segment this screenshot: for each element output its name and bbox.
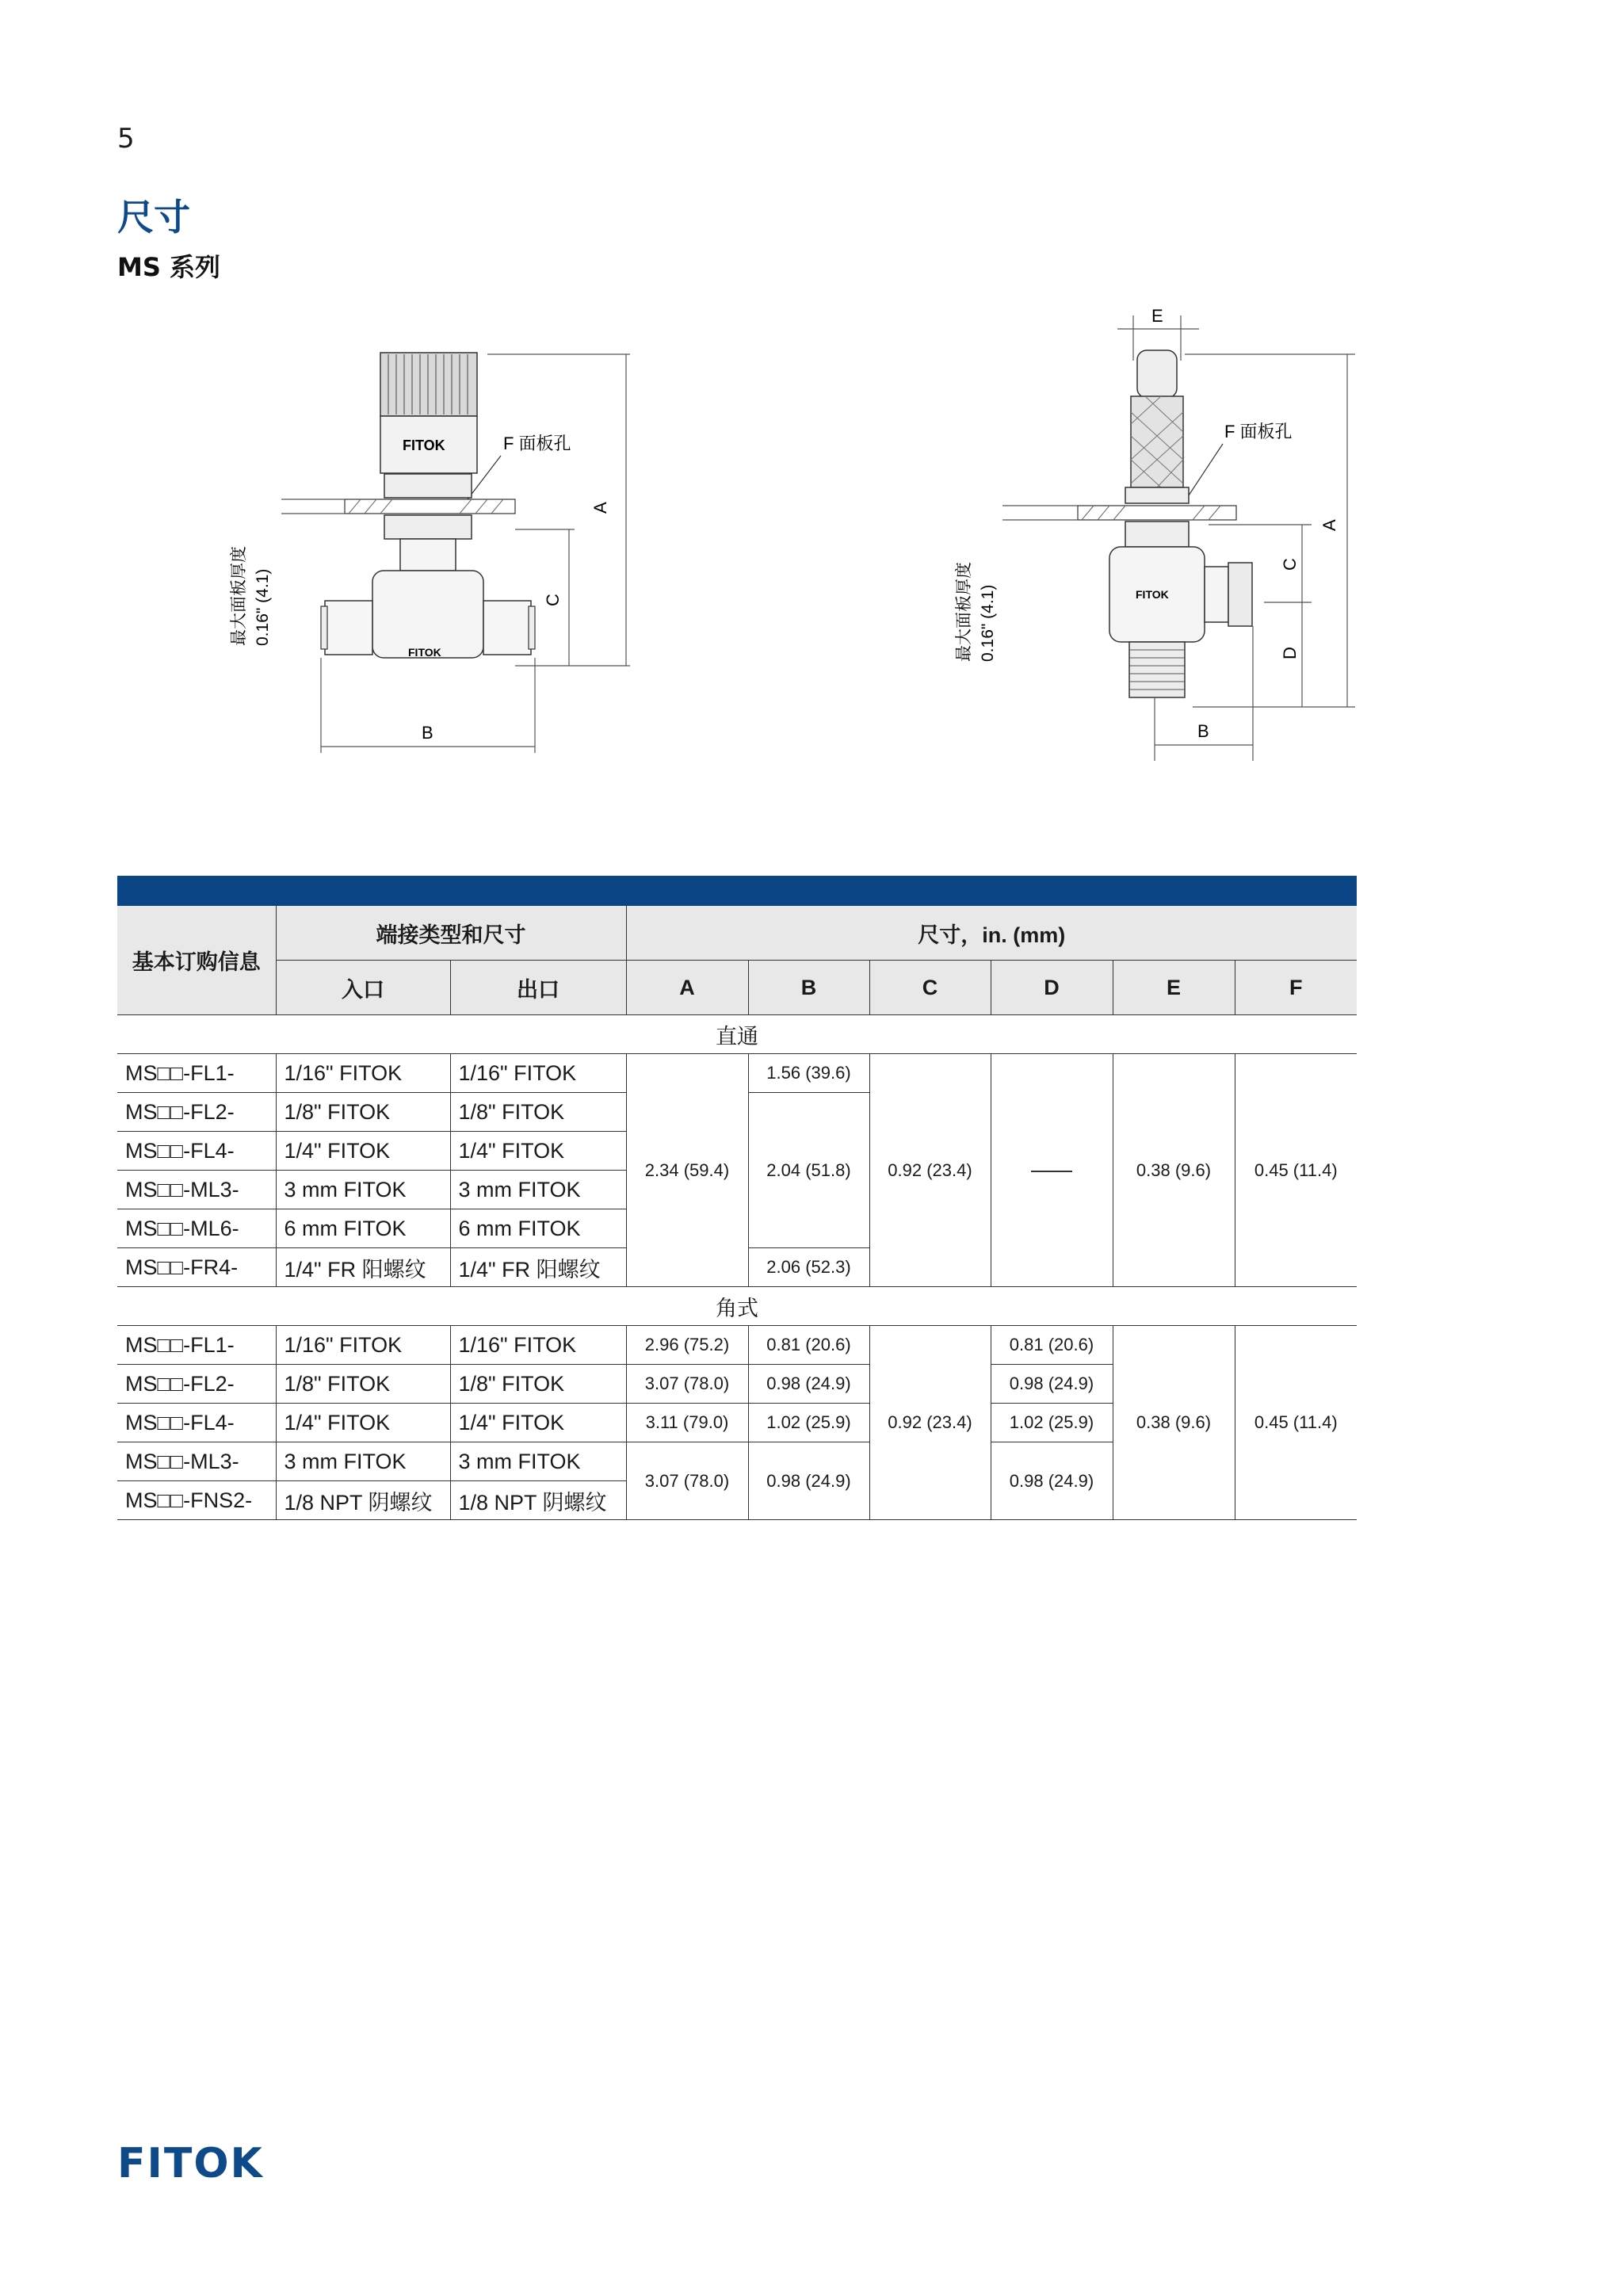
straight-b3: 2.06 (52.3): [748, 1248, 869, 1287]
row-code: MS□□-FL4-: [117, 1404, 276, 1442]
angle-d: 0.81 (20.6): [991, 1326, 1113, 1365]
straight-valve-drawing: [222, 333, 666, 777]
angle-b: 1.02 (25.9): [748, 1404, 869, 1442]
col-b: B: [748, 961, 869, 1015]
group-label-angle: 角式: [117, 1287, 1357, 1326]
angle-a: 2.96 (75.2): [626, 1326, 748, 1365]
table-row: [117, 1054, 1357, 1093]
row-outlet: 1/8" FITOK: [450, 1093, 626, 1132]
row-inlet: 1/8" FITOK: [276, 1093, 450, 1132]
row-inlet: 1/16" FITOK: [276, 1326, 450, 1365]
col-a: A: [626, 961, 748, 1015]
page-number: 5: [117, 123, 135, 155]
dim-c-label-angle: C: [1280, 558, 1300, 571]
col-f: F: [1235, 961, 1357, 1015]
row-code: MS□□-FL2-: [117, 1365, 276, 1404]
row-inlet: 6 mm FITOK: [276, 1209, 450, 1248]
row-outlet: 1/8 NPT 阴螺纹: [450, 1481, 626, 1520]
row-outlet: 3 mm FITOK: [450, 1171, 626, 1209]
group-row-angle: [117, 1287, 1357, 1326]
row-outlet: 1/16" FITOK: [450, 1326, 626, 1365]
dim-b-label: B: [422, 723, 433, 743]
angle-b: 0.98 (24.9): [748, 1365, 869, 1404]
col-dimensions: 尺寸，in. (mm): [626, 906, 1357, 961]
angle-d: 1.02 (25.9): [991, 1404, 1113, 1442]
table-row: [117, 1326, 1357, 1365]
group-label-straight: 直通: [117, 1015, 1357, 1054]
dimensions-table: [117, 876, 1357, 1520]
dim-c-label: C: [543, 594, 563, 606]
fitok-logo: FITOK: [117, 2140, 264, 2187]
angle-d-merged: 0.98 (24.9): [991, 1442, 1113, 1520]
col-outlet: 出口: [450, 961, 626, 1015]
angle-e: 0.38 (9.6): [1113, 1326, 1235, 1520]
row-inlet: 1/4" FR 阳螺纹: [276, 1248, 450, 1287]
row-code: MS□□-FR4-: [117, 1248, 276, 1287]
row-code: MS□□-FNS2-: [117, 1481, 276, 1520]
table-header-bar: [117, 876, 1357, 906]
angle-a: 3.11 (79.0): [626, 1404, 748, 1442]
dash-icon: [1031, 1171, 1072, 1172]
angle-a: 3.07 (78.0): [626, 1365, 748, 1404]
straight-e: 0.38 (9.6): [1113, 1054, 1235, 1287]
group-row-straight: [117, 1015, 1357, 1054]
row-code: MS□□-FL1-: [117, 1054, 276, 1093]
row-outlet: 1/8" FITOK: [450, 1365, 626, 1404]
straight-c: 0.92 (23.4): [869, 1054, 991, 1287]
angle-d: 0.98 (24.9): [991, 1365, 1113, 1404]
row-inlet: 1/8 NPT 阴螺纹: [276, 1481, 450, 1520]
row-inlet: 1/4" FITOK: [276, 1132, 450, 1171]
straight-f: 0.45 (11.4): [1235, 1054, 1357, 1287]
panel-thickness-value: 0.16" (4.1): [254, 568, 272, 646]
body-brand: FITOK: [408, 646, 441, 659]
panel-hole-label: F 面板孔: [503, 434, 571, 453]
straight-a: 2.34 (59.4): [626, 1054, 748, 1287]
row-outlet: 6 mm FITOK: [450, 1209, 626, 1248]
angle-b: 0.81 (20.6): [748, 1326, 869, 1365]
panel-thickness-value-angle: 0.16" (4.1): [979, 584, 997, 662]
col-ordering-info: 基本订购信息: [117, 906, 276, 1015]
row-inlet: 3 mm FITOK: [276, 1442, 450, 1481]
dim-a-label-angle: A: [1319, 519, 1339, 531]
row-code: MS□□-FL2-: [117, 1093, 276, 1132]
row-outlet: 1/4" FITOK: [450, 1404, 626, 1442]
knob-brand: FITOK: [403, 437, 445, 453]
angle-b-merged: 0.98 (24.9): [748, 1442, 869, 1520]
row-code: MS□□-FL4-: [117, 1132, 276, 1171]
angle-a-merged: 3.07 (78.0): [626, 1442, 748, 1520]
straight-b2: 2.04 (51.8): [748, 1093, 869, 1248]
row-inlet: 3 mm FITOK: [276, 1171, 450, 1209]
panel-thickness-label-angle: 最大面板厚度: [955, 562, 973, 662]
panel-thickness-label: 最大面板厚度: [230, 546, 248, 646]
col-end-connection: 端接类型和尺寸: [276, 906, 626, 961]
straight-d: [991, 1054, 1113, 1287]
dim-e-label: E: [1151, 306, 1163, 326]
row-inlet: 1/8" FITOK: [276, 1365, 450, 1404]
row-outlet: 1/16" FITOK: [450, 1054, 626, 1093]
angle-valve-drawing: [947, 301, 1391, 777]
straight-b1: 1.56 (39.6): [748, 1054, 869, 1093]
row-code: MS□□-FL1-: [117, 1326, 276, 1365]
angle-c: 0.92 (23.4): [869, 1326, 991, 1520]
dim-b-label-angle: B: [1197, 721, 1209, 741]
row-outlet: 1/4" FR 阳螺纹: [450, 1248, 626, 1287]
series-title: MS 系列: [117, 252, 221, 282]
section-title: 尺寸: [117, 196, 190, 239]
row-code: MS□□-ML6-: [117, 1209, 276, 1248]
row-code: MS□□-ML3-: [117, 1171, 276, 1209]
col-c: C: [869, 961, 991, 1015]
row-inlet: 1/4" FITOK: [276, 1404, 450, 1442]
col-d: D: [991, 961, 1113, 1015]
panel-hole-label-angle: F 面板孔: [1224, 422, 1293, 441]
row-outlet: 1/4" FITOK: [450, 1132, 626, 1171]
dim-d-label-angle: D: [1280, 647, 1300, 659]
dim-a-label: A: [590, 502, 610, 514]
body-brand-angle: FITOK: [1136, 588, 1169, 601]
angle-f: 0.45 (11.4): [1235, 1326, 1357, 1520]
row-outlet: 3 mm FITOK: [450, 1442, 626, 1481]
col-e: E: [1113, 961, 1235, 1015]
col-inlet: 入口: [276, 961, 450, 1015]
row-inlet: 1/16" FITOK: [276, 1054, 450, 1093]
row-code: MS□□-ML3-: [117, 1442, 276, 1481]
